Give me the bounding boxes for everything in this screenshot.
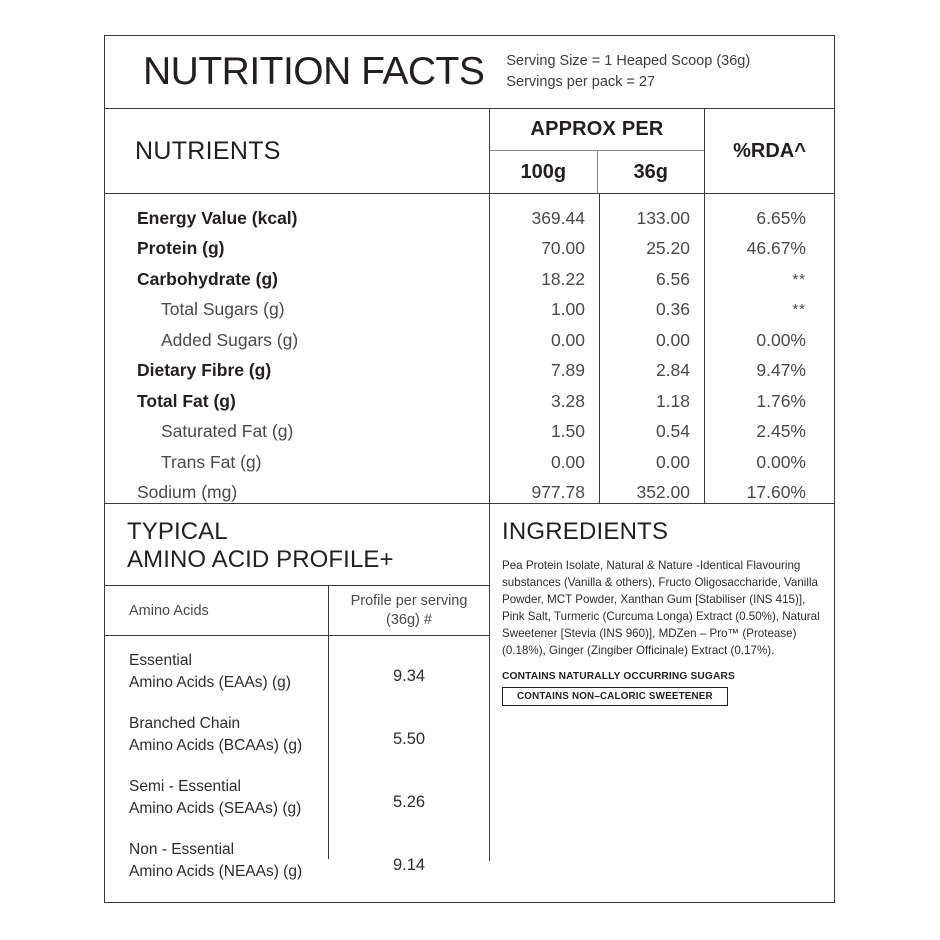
nutrient-row-name: Dietary Fibre (g) (137, 360, 272, 381)
amino-table-header (105, 586, 489, 636)
nutrient-row-name: Trans Fat (g) (161, 451, 262, 472)
amino-row-name (105, 776, 328, 828)
amino-row-value: 9.14 (392, 855, 426, 874)
nutrient-value-100g: 977.78 (531, 482, 585, 503)
nutrient-name-column (105, 194, 490, 503)
amino-acid-section (105, 504, 490, 880)
nutrient-row-name: Sodium (mg) (137, 482, 238, 503)
nutrient-value-100g: 70.00 (541, 238, 585, 259)
nutrient-value-rda: 2.45% (756, 421, 806, 442)
servings-per-pack-text: Servings per pack = 27 (506, 74, 656, 90)
amino-table-body (105, 636, 489, 880)
nutrition-table-body (105, 194, 834, 504)
nutrient-row-name: Energy Value (kcal) (137, 207, 298, 228)
lower-sections (105, 504, 834, 880)
nutrient-100g-column (490, 194, 600, 503)
amino-value-column (329, 636, 489, 874)
profile-header-line1: Profile per serving (350, 592, 468, 609)
nutrient-36g-column (600, 194, 705, 503)
nutrient-row-name: Total Sugars (g) (161, 299, 285, 320)
amino-row-line1: Essential (129, 652, 192, 669)
nutrient-value-rda: ** (792, 301, 806, 319)
ingredients-body-text: Pea Protein Isolate, Natural & Nature -Identical Flavouring substances (Vanilla & others), Fructo Oligosaccharide, Vanilla Powder, MCT Powder, Xanthan Gum [Stabiliser (INS 415)], Pink Salt, Turmeric (Curcuma Longa) Extract (0.50%), Natural Sweetener [Stevia (INS 960)], MDZen – Pro™ (Protease) (0.18%), Ginger (Zingiber Officinale) Extract (0.17%). (502, 559, 820, 657)
nutrient-value-36g: 0.00 (655, 329, 690, 350)
amino-row-value: 5.26 (392, 792, 426, 811)
nutrient-value-rda: 17.60% (746, 482, 806, 503)
serving-info (506, 51, 750, 93)
nutrient-value-rda: 6.65% (756, 207, 806, 228)
amino-row-line2: Amino Acids (NEAAs) (g) (129, 863, 303, 880)
contains-non-caloric-sweetener-badge: CONTAINS NON–CALORIC SWEETENER (502, 687, 728, 706)
column-header-approx-per: APPROX PER (490, 109, 704, 151)
nutrient-value-100g: 18.22 (541, 268, 585, 289)
nutrient-value-36g: 133.00 (636, 207, 690, 228)
column-header-profile-per-serving (329, 586, 489, 635)
nutrient-value-36g: 0.00 (655, 451, 690, 472)
label-header (105, 36, 834, 109)
nutrient-value-36g: 352.00 (636, 482, 690, 503)
nutrient-value-rda: 46.67% (746, 238, 806, 259)
amino-row-name (105, 839, 328, 891)
nutrient-value-100g: 1.50 (550, 421, 585, 442)
nutrient-value-36g: 1.18 (655, 390, 690, 411)
amino-row-value: 5.50 (392, 729, 426, 748)
nutrient-value-36g: 25.20 (646, 238, 690, 259)
nutrient-row-name: Total Fat (g) (137, 390, 236, 411)
nutrition-label-panel (104, 35, 835, 903)
nutrient-value-100g: 0.00 (550, 451, 585, 472)
contains-natural-sugars-note: CONTAINS NATURALLY OCCURRING SUGARS (502, 670, 735, 682)
nutrient-value-100g: 3.28 (550, 390, 585, 411)
nutrition-table-header (105, 109, 834, 194)
nutrient-value-rda: 0.00% (756, 329, 806, 350)
column-header-amino-acids: Amino Acids (105, 586, 329, 635)
ingredients-title: INGREDIENTS (502, 518, 669, 545)
nutrient-value-rda: 0.00% (756, 451, 806, 472)
nutrient-value-rda: ** (792, 270, 806, 288)
amino-row-value: 9.34 (392, 666, 426, 685)
column-header-100g: 100g (490, 151, 598, 193)
nutrient-value-36g: 2.84 (655, 360, 690, 381)
amino-title-line2: AMINO ACID PROFILE+ (127, 545, 394, 573)
column-header-rda: %RDA^ (733, 139, 806, 162)
nutrient-value-100g: 7.89 (550, 360, 585, 381)
page-title: NUTRITION FACTS (143, 50, 485, 93)
nutrient-row-name: Added Sugars (g) (161, 329, 299, 350)
serving-size-text: Serving Size = 1 Heaped Scoop (36g) (506, 52, 751, 69)
nutrient-value-100g: 1.00 (550, 299, 585, 320)
amino-row-name (105, 650, 328, 702)
ingredients-section (490, 504, 834, 861)
profile-header-line2: (36g) # (386, 611, 432, 628)
amino-row-line2: Amino Acids (BCAAs) (g) (129, 737, 303, 754)
nutrient-row-name: Carbohydrate (g) (137, 268, 278, 289)
nutrient-value-36g: 0.36 (655, 299, 690, 320)
nutrient-row-name: Saturated Fat (g) (161, 421, 294, 442)
amino-row-line1: Non - Essential (129, 841, 235, 858)
nutrient-value-100g: 369.44 (531, 207, 585, 228)
column-header-approx-per-group (490, 109, 705, 193)
amino-section-title (105, 504, 489, 586)
nutrient-value-rda: 1.76% (756, 390, 806, 411)
column-header-nutrients: NUTRIENTS (105, 109, 490, 193)
nutrient-value-rda: 9.47% (756, 360, 806, 381)
amino-row-line1: Branched Chain (129, 715, 241, 732)
nutrient-value-36g: 6.56 (655, 268, 690, 289)
amino-row-line2: Amino Acids (SEAAs) (g) (129, 800, 302, 817)
column-header-36g: 36g (633, 160, 668, 183)
nutrient-rda-column (705, 194, 834, 503)
amino-title-line1: TYPICAL (127, 518, 228, 545)
nutrient-value-100g: 0.00 (550, 329, 585, 350)
nutrient-value-36g: 0.54 (655, 421, 690, 442)
amino-row-line2: Amino Acids (EAAs) (g) (129, 674, 291, 691)
nutrient-row-name: Protein (g) (137, 238, 225, 259)
amino-name-column (105, 636, 329, 880)
amino-row-name (105, 713, 328, 765)
amino-row-line1: Semi - Essential (129, 778, 241, 795)
